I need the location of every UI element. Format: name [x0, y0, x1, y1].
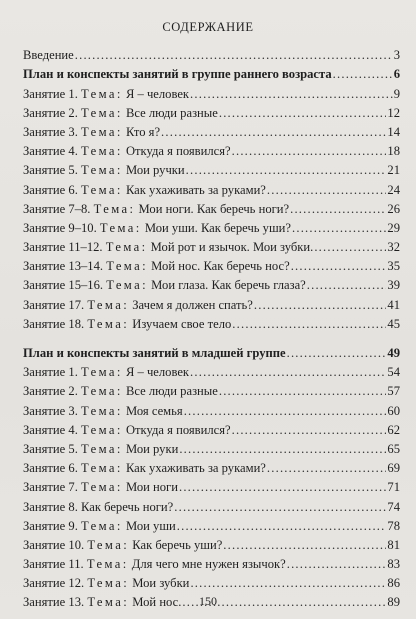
- page-title: СОДЕРЖАНИЕ: [162, 20, 254, 34]
- entry-label: [23, 442, 178, 457]
- lesson-number: Занятие 2.: [23, 105, 78, 120]
- entry-page-number: 14: [387, 124, 400, 139]
- lesson-topic: Мой нос. Как беречь нос?: [151, 259, 290, 274]
- lesson-topic: Мои ручки: [125, 163, 185, 178]
- dot-leader: [186, 163, 387, 178]
- dot-leader: [287, 346, 387, 361]
- dot-leader: [75, 48, 393, 63]
- entry-label: [23, 384, 218, 399]
- theme-label: Тема:: [87, 537, 130, 552]
- toc-entry: [23, 572, 400, 591]
- toc-entry: [23, 178, 400, 197]
- entry-label: [23, 298, 253, 313]
- lesson-number: Занятие 11–12.: [23, 240, 103, 255]
- dot-leader: [219, 384, 387, 399]
- theme-label: Тема:: [99, 220, 142, 235]
- entry-page-number: 35: [387, 259, 400, 274]
- dot-leader: [190, 576, 386, 591]
- lesson-number: Занятие 3.: [23, 403, 78, 418]
- entry-label: [23, 519, 176, 534]
- toc-entry-introduction: [23, 44, 400, 63]
- theme-label: Тема:: [81, 163, 123, 178]
- lesson-number: Занятие 18.: [23, 316, 85, 331]
- dot-leader: [254, 298, 387, 313]
- entry-page-number: 39: [387, 278, 400, 293]
- entry-page-number: 57: [387, 384, 400, 399]
- lesson-topic: Мой нос.: [132, 595, 182, 610]
- dot-leader: [314, 240, 386, 255]
- dot-leader: [287, 557, 387, 572]
- entry-page-number: 65: [387, 441, 400, 456]
- lesson-number: Занятие 4.: [23, 422, 78, 437]
- entry-label: [23, 423, 231, 438]
- lesson-topic: Мои ноги. Как беречь ноги?: [138, 201, 290, 216]
- lesson-number: Занятие 9–10.: [23, 220, 97, 235]
- entry-label: [23, 404, 183, 419]
- dot-leader: [232, 144, 387, 159]
- lesson-topic: Все люди разные: [125, 384, 218, 399]
- toc-entry: [23, 274, 400, 293]
- toc-entry: [23, 159, 400, 178]
- dot-leader: [219, 106, 387, 121]
- entry-page-number: 69: [387, 461, 400, 476]
- toc-entry: [23, 438, 400, 457]
- dot-leader: [307, 278, 387, 293]
- entry-label: [23, 278, 306, 293]
- entry-label: Введение: [23, 48, 74, 63]
- lesson-topic: Все люди разные: [125, 105, 218, 120]
- entry-label: [23, 183, 266, 198]
- theme-label: Тема:: [87, 297, 130, 312]
- toc-entry: [23, 419, 400, 438]
- toc-entry: [23, 476, 400, 495]
- entry-page-number: 62: [387, 422, 400, 437]
- theme-label: Тема:: [81, 403, 123, 418]
- theme-label: Тема:: [87, 316, 130, 331]
- toc-entry: [23, 457, 400, 476]
- lesson-number: Занятие 13–14.: [23, 259, 104, 274]
- lesson-number: Занятие 4.: [23, 144, 78, 159]
- lesson-topic: Как беречь уши?: [132, 537, 223, 552]
- toc-entry: [23, 102, 400, 121]
- entry-page-number: 45: [387, 316, 400, 331]
- lesson-topic: Моя семья: [125, 403, 183, 418]
- lesson-topic: Для чего мне нужен язычок?: [131, 557, 286, 572]
- toc-entry: [23, 236, 400, 255]
- theme-label: Тема:: [106, 278, 148, 293]
- dot-leader: [267, 183, 387, 198]
- lesson-number: Занятие 11.: [23, 557, 84, 572]
- lesson-number: Занятие 1.: [23, 365, 78, 380]
- dot-leader: [190, 365, 386, 380]
- entry-label: [23, 576, 189, 591]
- entry-page-number: 9: [393, 86, 400, 101]
- lesson-topic: Откуда я появился?: [125, 422, 231, 437]
- toc-entry: [23, 380, 400, 399]
- dot-leader: [184, 404, 387, 419]
- toc-section-heading-junior-group: [23, 342, 400, 361]
- lesson-number: Занятие 5.: [23, 163, 78, 178]
- dot-leader: [267, 461, 387, 476]
- entry-page-number: 18: [387, 144, 400, 159]
- entry-label: [23, 259, 290, 274]
- toc-entry: [23, 121, 400, 140]
- dot-leader: [177, 519, 387, 534]
- dot-leader: [174, 500, 386, 515]
- lesson-number: Занятие 2.: [23, 384, 78, 399]
- entry-page-number: 54: [387, 365, 400, 380]
- lesson-number: Занятие 7–8.: [23, 201, 91, 216]
- entry-label: [23, 87, 189, 102]
- entry-label: [23, 106, 218, 121]
- lesson-topic: Мои ноги: [125, 480, 178, 495]
- entry-label: [23, 163, 185, 178]
- entry-page-number: 26: [387, 201, 400, 216]
- theme-label: Тема:: [105, 240, 148, 255]
- section-label: План и конспекты занятий в младшей группе: [23, 346, 286, 360]
- lesson-number: Занятие 12.: [23, 576, 85, 591]
- entry-page-number: 81: [387, 537, 400, 552]
- toc-entry: [23, 553, 400, 572]
- theme-label: Тема:: [93, 201, 136, 216]
- dot-leader: [290, 202, 386, 217]
- table-of-contents: [23, 44, 400, 610]
- dot-leader: [179, 442, 386, 457]
- theme-label: Тема:: [81, 480, 123, 495]
- toc-entry: [23, 399, 400, 418]
- theme-label: Тема:: [81, 518, 123, 533]
- entry-label: [23, 125, 160, 140]
- theme-label: Тема:: [81, 461, 123, 476]
- lesson-number: Занятие 1.: [23, 86, 78, 101]
- entry-page-number: 71: [387, 480, 400, 495]
- entry-page-number: 12: [387, 105, 400, 120]
- lesson-number: Занятие 5.: [23, 441, 78, 456]
- entry-label: [23, 538, 222, 553]
- lesson-topic: Я – человек: [125, 365, 190, 380]
- entry-page-number: 74: [387, 499, 400, 514]
- lesson-topic: Я – человек: [125, 86, 190, 101]
- entry-label: [23, 557, 286, 572]
- entry-page-number: 21: [387, 163, 400, 178]
- entry-label: [23, 202, 289, 217]
- dot-leader: [291, 259, 387, 274]
- toc-entry: [23, 495, 400, 514]
- lesson-topic: Мои зубки: [132, 576, 190, 591]
- entry-page-number: 60: [387, 403, 400, 418]
- theme-label: Тема:: [81, 86, 123, 101]
- entry-page-number: 24: [387, 182, 400, 197]
- lesson-topic: Мои уши. Как беречь уши?: [144, 220, 291, 235]
- lesson-topic: Мои уши: [125, 518, 176, 533]
- lesson-number: Занятие 7.: [23, 480, 78, 495]
- theme-label: Тема:: [81, 144, 123, 159]
- toc-entry: [23, 534, 400, 553]
- lesson-topic: Кто я?: [125, 124, 161, 139]
- lesson-number: Занятие 17.: [23, 297, 85, 312]
- entry-page-number: 32: [387, 240, 400, 255]
- dot-leader: [223, 538, 386, 553]
- dot-leader: [292, 221, 386, 236]
- entry-label: [23, 221, 291, 236]
- section-label: План и конспекты занятий в группе раннего возраста: [23, 67, 332, 82]
- theme-label: Тема:: [81, 422, 123, 437]
- entry-label: Занятие 8. Как беречь ноги?: [23, 499, 174, 514]
- entry-page-number: 6: [393, 67, 400, 82]
- toc-entry: [23, 140, 400, 159]
- lesson-topic: Мои руки: [125, 441, 179, 456]
- entry-label: [23, 144, 231, 159]
- lesson-number: Занятие 15–16.: [23, 278, 104, 293]
- entry-page-number: 78: [387, 518, 400, 533]
- toc-entry: [23, 293, 400, 312]
- dot-leader: [232, 423, 387, 438]
- lesson-number: Занятие 13.: [23, 595, 85, 610]
- toc-entry: [23, 361, 400, 380]
- theme-label: Тема:: [81, 105, 123, 120]
- toc-section-heading-early-age-group: [23, 63, 400, 82]
- lesson-topic: Мои глаза. Как беречь глаза?: [151, 278, 306, 293]
- entry-page-number: 29: [387, 220, 400, 235]
- lesson-number: Занятие 10.: [23, 537, 85, 552]
- entry-label: [23, 461, 266, 476]
- entry-page-number: 89: [387, 595, 400, 610]
- toc-entry: [23, 255, 400, 274]
- entry-label: [23, 480, 178, 495]
- entry-page-number: 41: [387, 297, 400, 312]
- toc-entry: [23, 82, 400, 101]
- lesson-number: Занятие 3.: [23, 124, 78, 139]
- toc-entry: [23, 515, 400, 534]
- lesson-topic: Как ухаживать за руками?: [125, 461, 266, 476]
- lesson-topic: Откуда я появился?: [125, 144, 231, 159]
- entry-page-number: 49: [387, 346, 400, 360]
- dot-leader: [161, 125, 386, 140]
- lesson-topic: Зачем я должен спать?: [132, 297, 253, 312]
- theme-label: Тема:: [87, 595, 130, 610]
- lesson-topic: Изучаем свое тело: [132, 316, 232, 331]
- toc-entry: [23, 313, 400, 332]
- toc-entry: [23, 217, 400, 236]
- lesson-number: Занятие 6.: [23, 182, 78, 197]
- dot-leader: [190, 87, 393, 102]
- dot-leader: [232, 317, 386, 332]
- lesson-number: Занятие 6.: [23, 461, 78, 476]
- theme-label: Тема:: [81, 441, 123, 456]
- theme-label: Тема:: [87, 576, 130, 591]
- theme-label: Тема:: [81, 124, 123, 139]
- entry-label: [23, 365, 189, 380]
- dot-leader: [333, 67, 393, 82]
- theme-label: Тема:: [81, 182, 123, 197]
- entry-label: [23, 240, 313, 255]
- dot-leader: [179, 480, 386, 495]
- entry-label: [23, 317, 231, 332]
- entry-page-number: 86: [387, 576, 400, 591]
- toc-entry: [23, 198, 400, 217]
- theme-label: Тема:: [81, 384, 123, 399]
- lesson-number: Занятие 9.: [23, 518, 78, 533]
- entry-page-number: 83: [387, 557, 400, 572]
- lesson-topic: Как ухаживать за руками?: [125, 182, 266, 197]
- page-number-footer: 150: [199, 594, 217, 608]
- theme-label: Тема:: [106, 259, 148, 274]
- entry-page-number: 3: [393, 48, 400, 63]
- theme-label: Тема:: [86, 557, 129, 572]
- theme-label: Тема:: [81, 365, 123, 380]
- lesson-topic: Мой рот и язычок. Мои зубки.: [150, 240, 314, 255]
